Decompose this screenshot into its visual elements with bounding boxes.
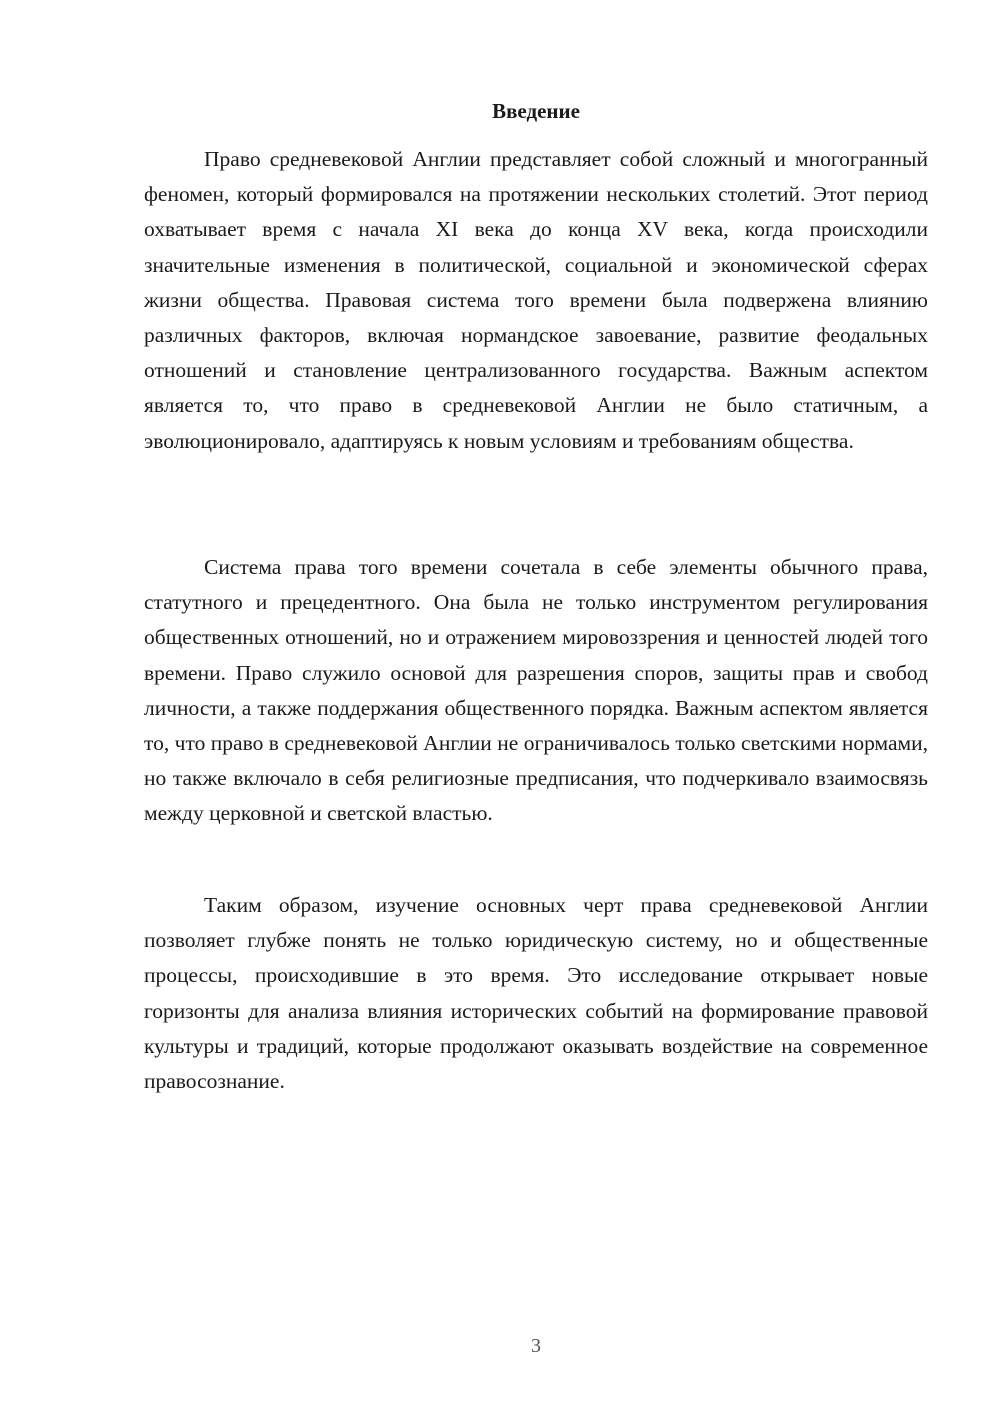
section-title: Введение [492,99,580,123]
paragraph-1 [144,142,928,459]
paragraph-text: Право средневековой Англии представляет собой сложный и многогранный феномен, который формировался на протяжении нескольких столетий. Этот период охватывает время с начала XI века до конца XV века, когда происходили значительные изменения в политической, социальной и экономической сферах жизни общества. Правовая система того времени была подвержена влиянию различных факторов, включая нормандское завоевание, развитие феодальных отношений и становление централизованного государства. Важным аспектом является то, что право в средневековой Англии не было статичным, а эволюционировало, адаптируясь к новым условиям и требованиям общества. [144,147,928,453]
page-number: 3 [531,1335,541,1357]
paragraph-text: Система права того времени сочетала в себе элементы обычного права, статутного и прецедентного. Она была не только инструментом регулирования общественных отношений, но и отражением мировоззрения и ценностей людей того времени. Право служило основой для разрешения споров, защиты прав и свобод личности, а также поддержания общественного порядка. Важным аспектом является то, что право в средневековой Англии не ограничивалось только светскими нормами, но также включало в себя религиозные предписания, что подчеркивало взаимосвязь между церковной и светской властью. [144,555,928,826]
paragraph-2 [144,550,928,832]
paragraph-3 [144,888,928,1099]
paragraph-text: Таким образом, изучение основных черт права средневековой Англии позволяет глубже понять не только юридическую систему, но и общественные процессы, происходившие в это время. Это исследование открывает новые горизонты для анализа влияния исторических событий на формирование правовой культуры и традиций, которые продолжают оказывать воздействие на современное правосознание. [144,893,928,1094]
